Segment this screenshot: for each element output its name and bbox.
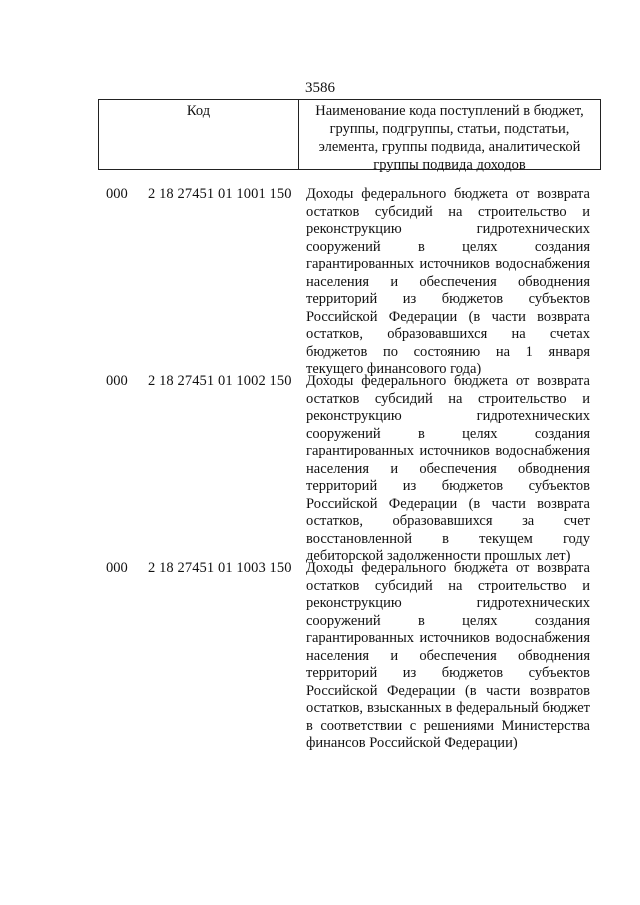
- table-body: [0, 186, 640, 750]
- page-number: 3586: [305, 80, 335, 96]
- revenue-description: Доходы федерального бюджета от возврата остатков субсидий на строительство и реконструкцию гидротехнических сооружений в целях создания гарантированных источников водоснабжения населения и обеспечения обводнения территорий из бюджетов субъектов Российской Федерации (в части возврата остатков, образовавшихся на счетах бюджетов по состоянию на 1 января текущего финансового года): [306, 186, 590, 377]
- revenue-description: Доходы федерального бюджета от возврата остатков субсидий на строительство и реконструкцию гидротехнических сооружений в целях создания гарантированных источников водоснабжения населения и обеспечения обводнения территорий из бюджетов субъектов Российской Федерации (в части возврата остатков, образовавшихся за счет восстановленной в текущем году дебиторской задолженности прошлых лет): [306, 373, 590, 564]
- admin-code: 000: [106, 560, 128, 576]
- header-name-column: Наименование кода поступлений в бюджет, группы, подгруппы, статьи, подстатьи, элемента, группы подвида, аналитической группы подвида доходов: [315, 103, 584, 173]
- header-code-column: Код: [99, 100, 299, 169]
- revenue-code: 2 18 27451 01 1002 150: [148, 373, 292, 389]
- table-row: [0, 186, 640, 377]
- revenue-code: 2 18 27451 01 1003 150: [148, 560, 292, 576]
- revenue-code: 2 18 27451 01 1001 150: [148, 186, 292, 202]
- revenue-description: Доходы федерального бюджета от возврата остатков субсидий на строительство и реконструкцию гидротехнических сооружений в целях создания гарантированных источников водоснабжения населения и обеспечения обводнения территорий из бюджетов субъектов Российской Федерации (в части возвратов остатков, взысканных в федеральный бюджет в соответствии с решениями Министерства финансов Российской Федерации): [306, 560, 590, 751]
- admin-code: 000: [106, 186, 128, 202]
- table-row: [0, 373, 640, 564]
- table-header: [98, 99, 601, 173]
- admin-code: 000: [106, 373, 128, 389]
- table-row: [0, 560, 640, 750]
